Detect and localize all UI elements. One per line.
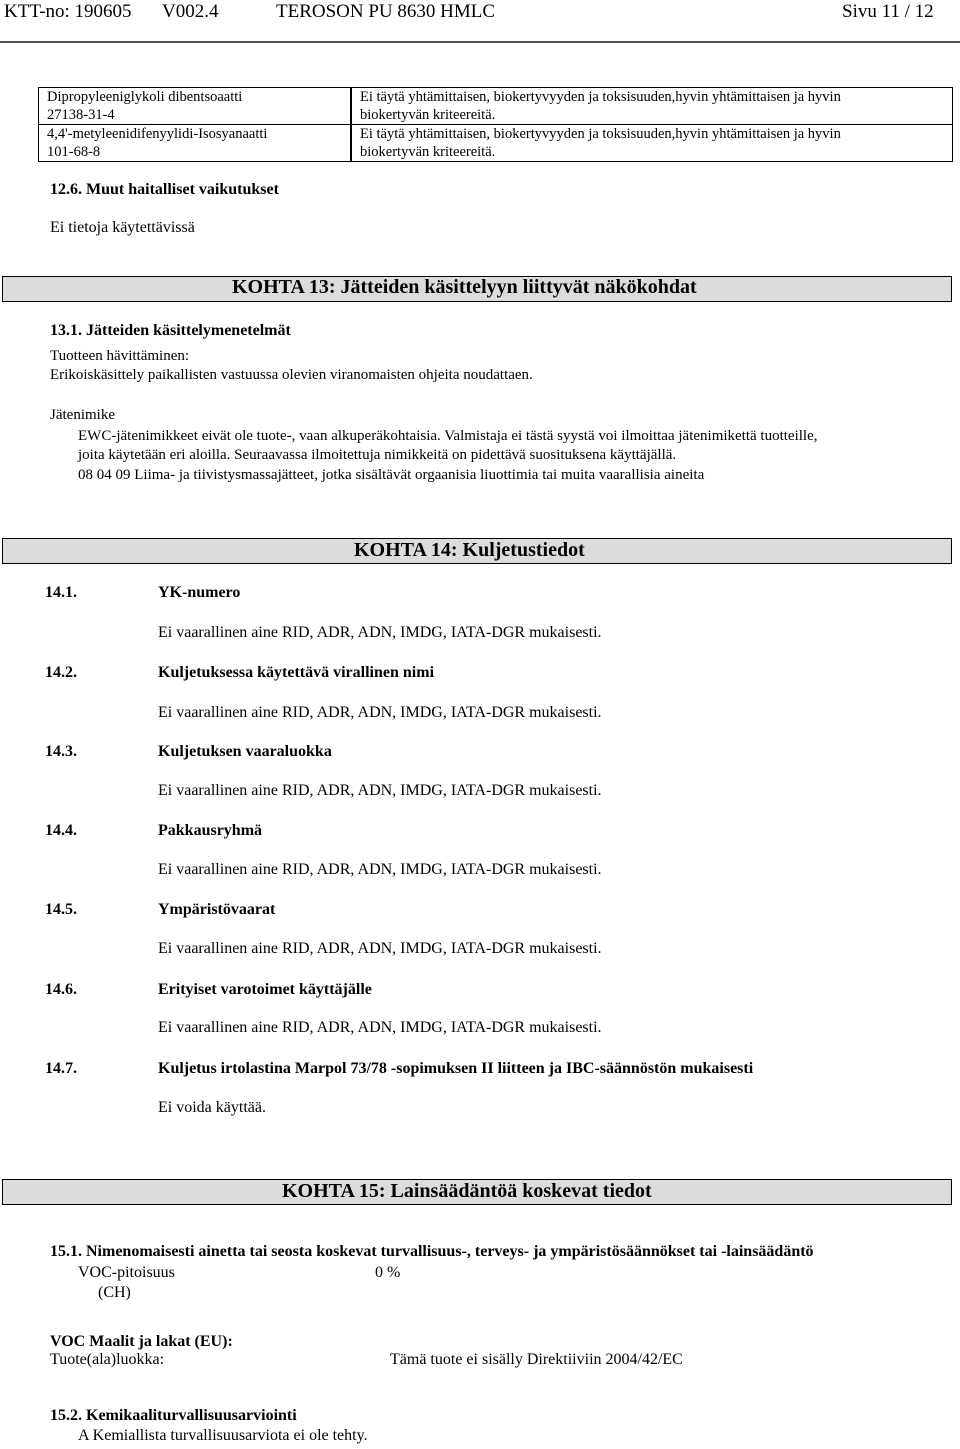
page-number: Sivu 11 / 12: [842, 1, 934, 22]
voc-label: VOC-pitoisuus: [78, 1264, 175, 1281]
transport-item-number: 14.4.: [45, 822, 77, 839]
header-divider: [0, 41, 960, 43]
section-15-1-heading: 15.1. Nimenomaisesti ainetta tai seosta koskevat turvallisuus-, terveys- ja ympäristösäännökset tai -lainsäädäntö: [50, 1243, 814, 1260]
category-value: Tämä tuote ei sisälly Direktiiviin 2004/42/EC: [390, 1351, 683, 1368]
substance-name: Dipropyleeniglykoli dibentsoaatti: [47, 89, 243, 105]
transport-item-text: Ei vaarallinen aine RID, ADR, ADN, IMDG, IATA-DGR mukaisesti.: [158, 704, 602, 721]
assessment-line: biokertyvän kriteereitä.: [360, 106, 496, 123]
cas-number: 27138-31-4: [47, 106, 115, 123]
cas-number: 101-68-8: [47, 143, 101, 160]
transport-item-text: Ei vaarallinen aine RID, ADR, ADN, IMDG, IATA-DGR mukaisesti.: [158, 1019, 602, 1036]
disposal-text: Erikoiskäsittely paikallisten vastuussa olevien viranomaisten ohjeita noudattaen.: [50, 367, 533, 383]
assessment-line: biokertyvän kriteereitä.: [360, 143, 496, 160]
section-12-6-heading: 12.6. Muut haitalliset vaikutukset: [50, 181, 279, 198]
transport-item-number: 14.2.: [45, 664, 77, 681]
product-name: TEROSON PU 8630 HMLC: [276, 1, 496, 22]
assessment-line: Ei täytä yhtämittaisen, biokertyvyyden ja toksisuuden,hyvin yhtämittaisen ja hyvin: [360, 126, 841, 142]
transport-item-text: Ei vaarallinen aine RID, ADR, ADN, IMDG, IATA-DGR mukaisesti.: [158, 624, 602, 641]
substance-cell: [39, 125, 352, 162]
table-row: [39, 125, 953, 162]
waste-text-line: joita käytetään eri aloilla. Seuraavassa ilmoitettuja nimikkeitä on pidettävä suosituksena käyttäjällä.: [78, 447, 677, 463]
waste-text-line: EWC-jätenimikkeet eivät ole tuote-, vaan alkuperäkohtaisia. Valmistaja ei tästä syystä voi ilmoittaa jätenimikettä tuotteille,: [78, 428, 818, 444]
doc-id: KTT-no: 190605: [4, 1, 132, 22]
assessment-cell: [351, 88, 953, 125]
transport-item-number: 14.6.: [45, 981, 77, 998]
transport-item-label: Kuljetuksen vaaraluokka: [158, 743, 332, 760]
voc-value: 0 %: [375, 1264, 401, 1281]
transport-item-number: 14.1.: [45, 584, 77, 601]
section-15-2-text: A Kemiallista turvallisuusarviota ei ole tehty.: [78, 1427, 368, 1444]
transport-item-label: Erityiset varotoimet käyttäjälle: [158, 981, 372, 998]
transport-item-text: Ei vaarallinen aine RID, ADR, ADN, IMDG, IATA-DGR mukaisesti.: [158, 782, 602, 799]
transport-item-label: Kuljetus irtolastina Marpol 73/78 -sopimuksen II liitteen ja IBC-säännöstön mukaisesti: [158, 1060, 754, 1077]
substance-name: 4,4'-metyleenidifenyylidi-Isosyanaatti: [47, 126, 268, 142]
table-row: [39, 88, 953, 125]
voc-eu-heading: VOC Maalit ja lakat (EU):: [50, 1333, 233, 1350]
transport-item-text: Ei vaarallinen aine RID, ADR, ADN, IMDG, IATA-DGR mukaisesti.: [158, 940, 602, 957]
waste-label: Jätenimike: [50, 407, 115, 423]
category-label: Tuote(ala)luokka:: [50, 1351, 165, 1368]
transport-item-label: Kuljetuksessa käytettävä virallinen nimi: [158, 664, 435, 681]
assessment-cell: [351, 125, 953, 162]
transport-item-number: 14.5.: [45, 901, 77, 918]
assessment-line: Ei täytä yhtämittaisen, biokertyvyyden ja toksisuuden,hyvin yhtämittaisen ja hyvin: [360, 89, 841, 105]
section-13-1-heading: 13.1. Jätteiden käsittelymenetelmät: [50, 322, 291, 339]
section-14-title: KOHTA 14: Kuljetustiedot: [354, 539, 585, 561]
transport-item-text: Ei voida käyttää.: [158, 1099, 266, 1116]
transport-item-label: Ympäristövaarat: [158, 901, 276, 918]
section-15-title: KOHTA 15: Lainsäädäntöä koskevat tiedot: [282, 1180, 652, 1202]
section-13-title: KOHTA 13: Jätteiden käsittelyyn liittyvät näkökohdat: [232, 276, 697, 298]
transport-item-label: Pakkausryhmä: [158, 822, 263, 839]
section-12-6-text: Ei tietoja käytettävissä: [50, 219, 195, 236]
transport-item-label: YK-numero: [158, 584, 241, 601]
pbt-table: [38, 87, 953, 162]
transport-item-number: 14.3.: [45, 743, 77, 760]
doc-version: V002.4: [162, 1, 219, 22]
voc-unit: (CH): [98, 1284, 131, 1301]
transport-item-text: Ei vaarallinen aine RID, ADR, ADN, IMDG, IATA-DGR mukaisesti.: [158, 861, 602, 878]
disposal-label: Tuotteen hävittäminen:: [50, 348, 190, 364]
waste-code: 08 04 09 Liima- ja tiivistysmassajätteet, jotka sisältävät orgaanisia liuottimia tai muita vaarallisia aineita: [78, 467, 705, 483]
substance-cell: [39, 88, 352, 125]
transport-item-number: 14.7.: [45, 1060, 77, 1077]
section-15-2-heading: 15.2. Kemikaaliturvallisuusarviointi: [50, 1407, 297, 1424]
